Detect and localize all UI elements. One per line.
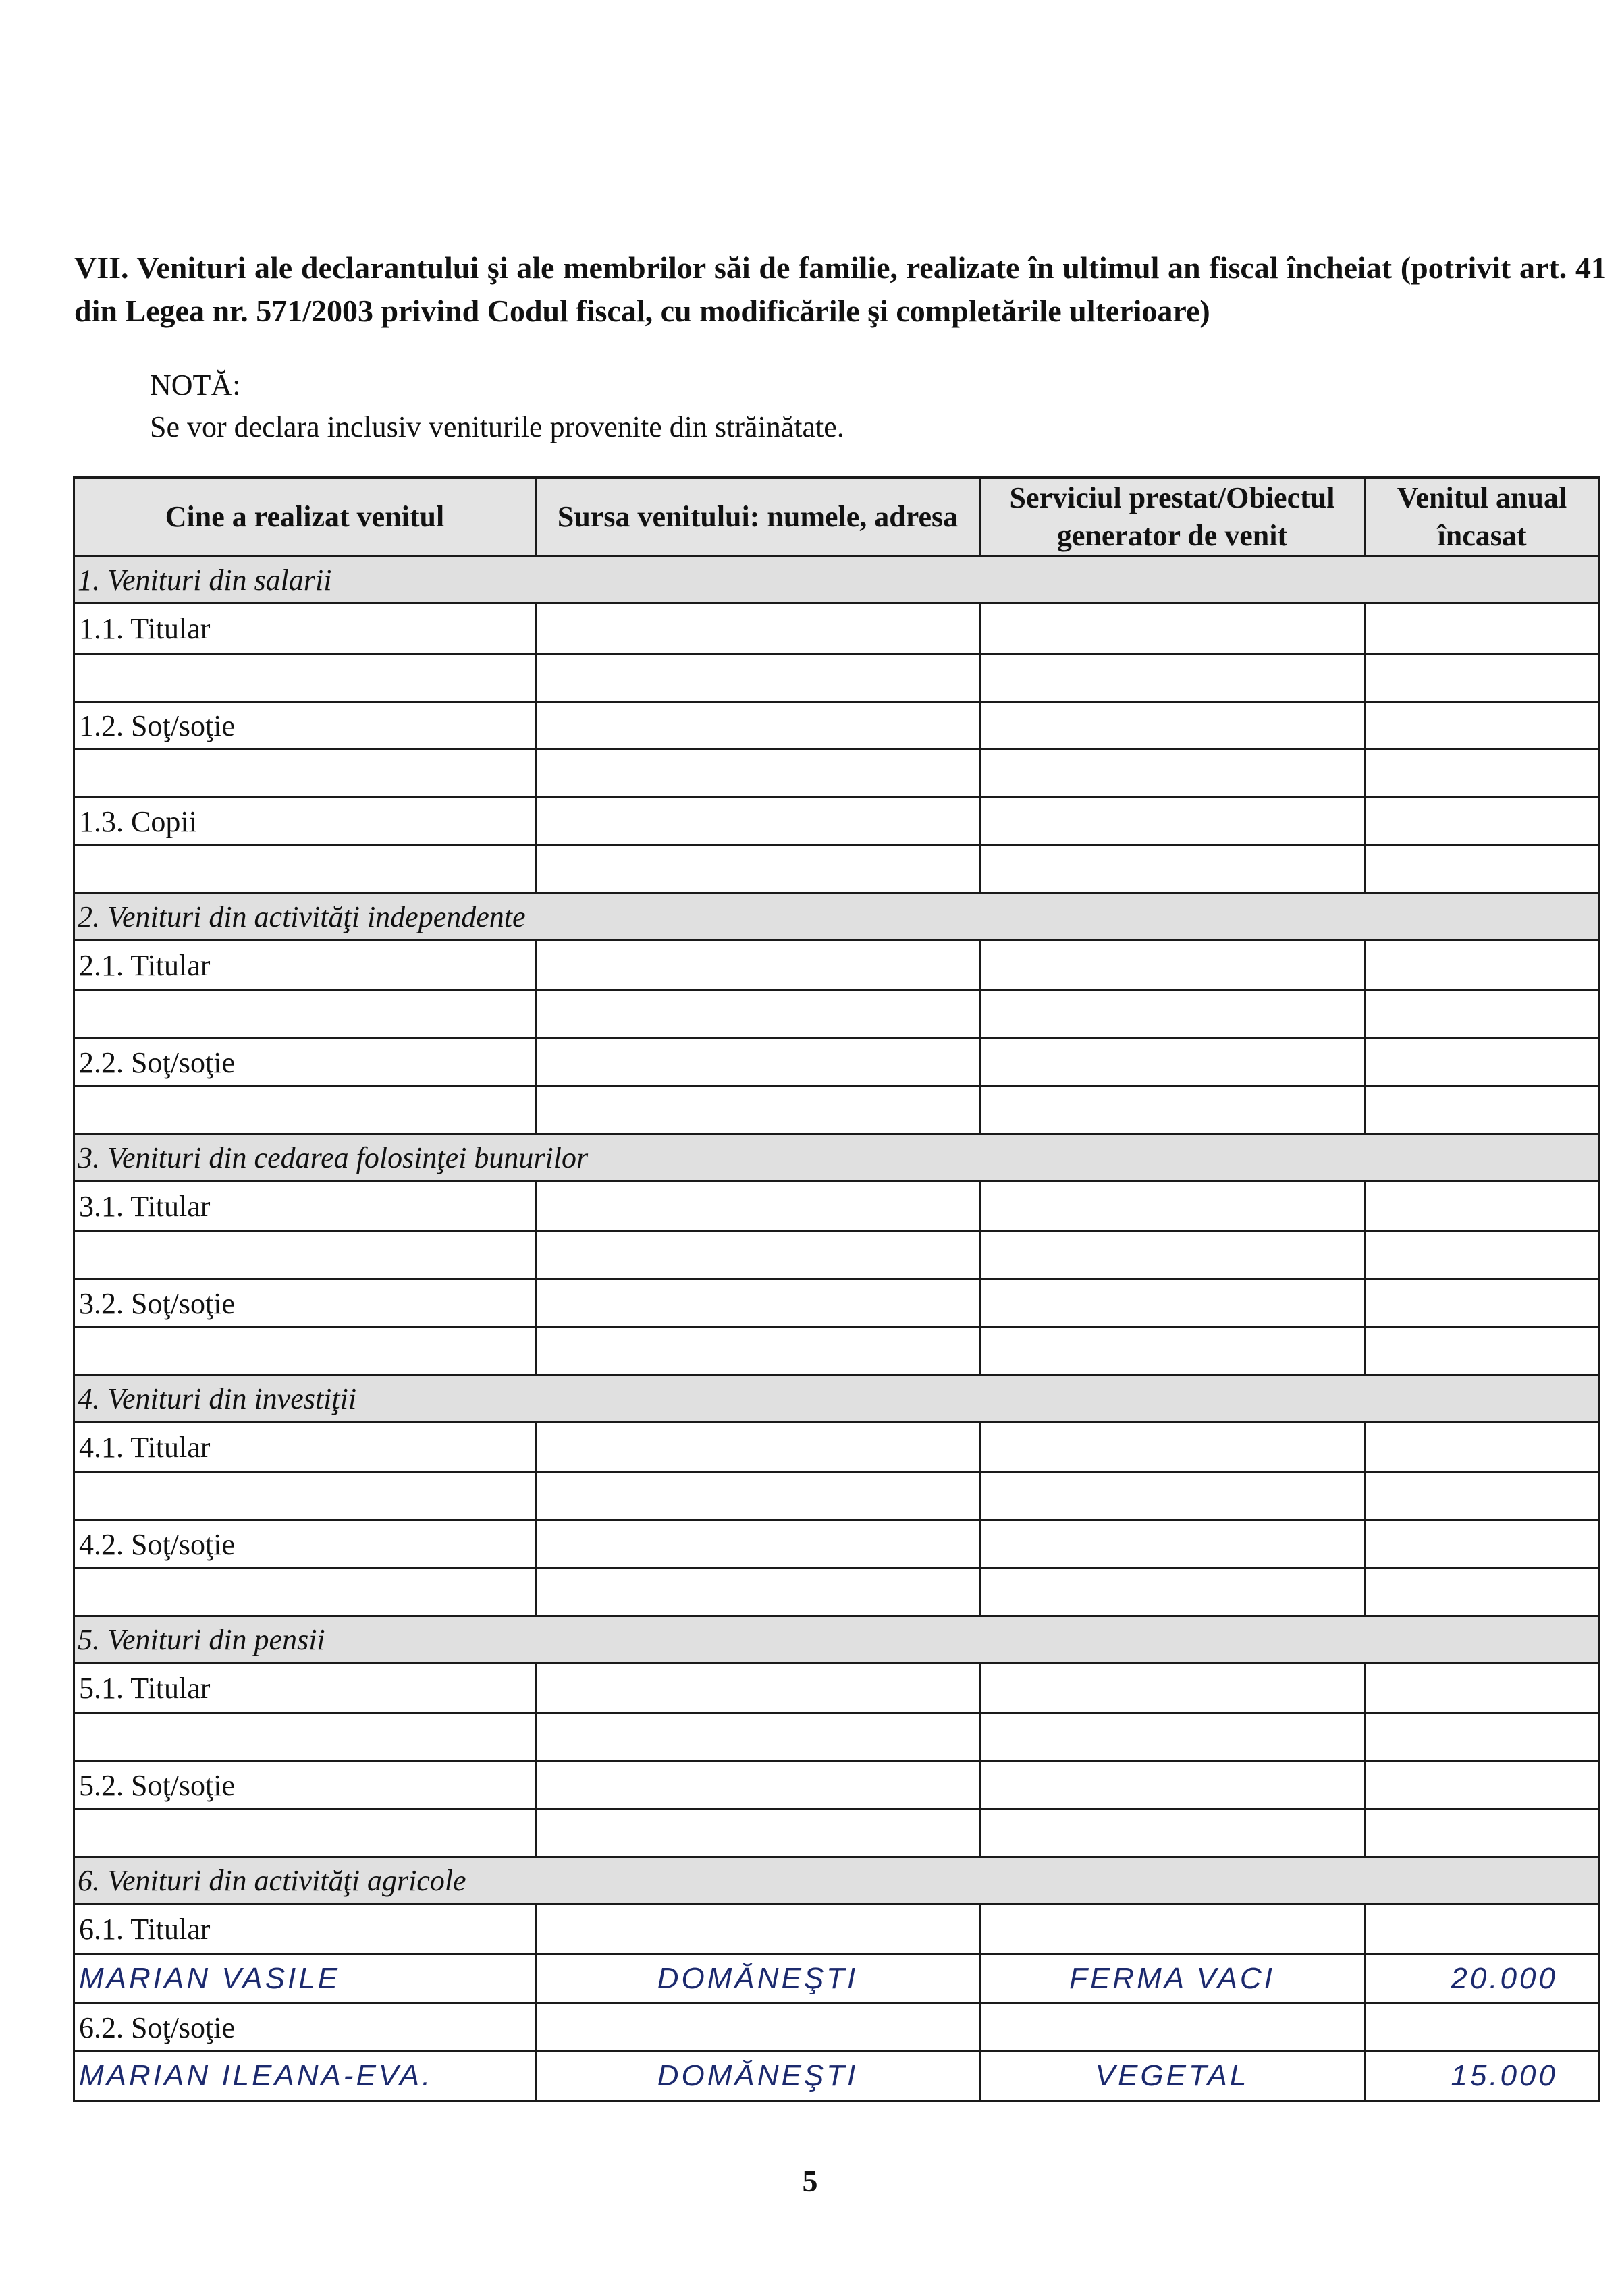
table-row [74,940,1600,991]
entry-row [74,654,1600,702]
entry-row [74,1232,1600,1280]
empty-cell [536,1663,980,1714]
note-title: NOTĂ: [150,368,241,402]
empty-cell [1365,603,1600,654]
entry-who [74,1087,536,1135]
row-label: 1.3. Copii [74,798,536,846]
entry-source: DOMĂNEŞTI [536,2052,980,2101]
section-row [74,1616,1600,1663]
income-table [73,476,1600,2102]
empty-cell [536,1521,980,1568]
entry-amount [1365,1232,1600,1280]
row-label: 5.2. Soţ/soţie [74,1761,536,1809]
empty-cell [536,940,980,991]
section-row [74,1857,1600,1904]
table-body [74,557,1600,2101]
entry-source [536,1328,980,1375]
section-row [74,894,1600,940]
empty-cell [1365,2004,1600,2052]
entry-row [74,1955,1600,2004]
row-label: 1.2. Soţ/soţie [74,702,536,750]
table-row [74,1521,1600,1568]
table-row [74,603,1600,654]
entry-service: FERMA VACI [980,1955,1365,2004]
entry-row [74,1809,1600,1857]
entry-service [980,991,1365,1039]
entry-row [74,1328,1600,1375]
table-row [74,798,1600,846]
table-row [74,1761,1600,1809]
table-row [74,2004,1600,2052]
empty-cell [980,940,1365,991]
entry-who [74,1714,536,1761]
entry-source [536,991,980,1039]
empty-cell [980,2004,1365,2052]
entry-service [980,846,1365,894]
entry-who [74,1473,536,1521]
empty-cell [980,1280,1365,1328]
header-service: Serviciul prestat/Obiectul generator de venit [980,478,1365,557]
entry-who [74,846,536,894]
section-title: 1. Venituri din salarii [74,557,1600,603]
entry-who [74,1328,536,1375]
entry-source [536,1087,980,1135]
empty-cell [980,1181,1365,1232]
table-row [74,1904,1600,1955]
row-label: 3.1. Titular [74,1181,536,1232]
entry-source [536,1714,980,1761]
empty-cell [536,1422,980,1473]
empty-cell [1365,702,1600,750]
entry-row [74,1568,1600,1616]
entry-service [980,1473,1365,1521]
header-who: Cine a realizat venitul [74,478,536,557]
entry-source [536,846,980,894]
empty-cell [980,1663,1365,1714]
note-block [150,364,844,448]
table-header-row [74,478,1600,557]
entry-source [536,1473,980,1521]
entry-service [980,1087,1365,1135]
section-title: 6. Venituri din activităţi agricole [74,1857,1600,1904]
entry-who: MARIAN ILEANA-EVA. [74,2052,536,2101]
entry-source [536,1232,980,1280]
row-label: 2.1. Titular [74,940,536,991]
empty-cell [536,1280,980,1328]
empty-cell [980,1521,1365,1568]
table-row [74,1181,1600,1232]
entry-amount [1365,1714,1600,1761]
empty-cell [536,1761,980,1809]
empty-cell [1365,1039,1600,1087]
empty-cell [980,798,1365,846]
row-label: 5.1. Titular [74,1663,536,1714]
empty-cell [536,2004,980,2052]
empty-cell [1365,1521,1600,1568]
table-row [74,1663,1600,1714]
entry-amount: 15.000 [1365,2052,1600,2101]
entry-row [74,2052,1600,2101]
row-label: 4.2. Soţ/soţie [74,1521,536,1568]
entry-amount [1365,1087,1600,1135]
empty-cell [536,603,980,654]
section-row [74,1375,1600,1422]
empty-cell [980,603,1365,654]
table-row [74,1039,1600,1087]
entry-amount [1365,654,1600,702]
empty-cell [980,1904,1365,1955]
entry-who [74,750,536,798]
header-annual-income: Venitul anual încasat [1365,478,1600,557]
entry-source [536,1568,980,1616]
empty-cell [536,1181,980,1232]
entry-row [74,750,1600,798]
row-label: 4.1. Titular [74,1422,536,1473]
entry-amount [1365,991,1600,1039]
section-title: 3. Venituri din cedarea folosinţei bunurilor [74,1135,1600,1181]
section-title: 2. Venituri din activităţi independente [74,894,1600,940]
entry-amount [1365,1473,1600,1521]
row-label: 2.2. Soţ/soţie [74,1039,536,1087]
entry-service: VEGETAL [980,2052,1365,2101]
header-source: Sursa venitului: numele, adresa [536,478,980,557]
table-row [74,1422,1600,1473]
entry-source: DOMĂNEŞTI [536,1955,980,2004]
entry-service [980,1714,1365,1761]
entry-source [536,750,980,798]
entry-who: MARIAN VASILE [74,1955,536,2004]
entry-who [74,654,536,702]
entry-service [980,1328,1365,1375]
section-heading: VII. Venituri ale declarantului şi ale membrilor săi de familie, realizate în ultimul an fiscal încheiat (potrivit art. 41 din Legea nr. 571/2003 privind Codul fiscal, cu modificările şi completările ulterioare) [74,250,1606,328]
empty-cell [1365,1904,1600,1955]
entry-amount [1365,1809,1600,1857]
table-row [74,1280,1600,1328]
entry-service [980,654,1365,702]
empty-cell [536,702,980,750]
empty-cell [980,702,1365,750]
empty-cell [536,1904,980,1955]
entry-amount: 20.000 [1365,1955,1600,2004]
empty-cell [1365,940,1600,991]
table-row [74,702,1600,750]
entry-service [980,1232,1365,1280]
section-title: 4. Venituri din investiţii [74,1375,1600,1422]
empty-cell [1365,798,1600,846]
entry-row [74,846,1600,894]
empty-cell [980,1039,1365,1087]
row-label: 6.1. Titular [74,1904,536,1955]
empty-cell [1365,1761,1600,1809]
entry-who [74,991,536,1039]
empty-cell [536,1039,980,1087]
entry-row [74,1087,1600,1135]
empty-cell [1365,1663,1600,1714]
empty-cell [536,798,980,846]
entry-service [980,1568,1365,1616]
entry-source [536,654,980,702]
note-text: Se vor declara inclusiv veniturile provenite din străinătate. [150,410,844,443]
entry-who [74,1809,536,1857]
section-title: 5. Venituri din pensii [74,1616,1600,1663]
section-row [74,557,1600,603]
empty-cell [1365,1422,1600,1473]
entry-who [74,1232,536,1280]
row-label: 6.2. Soţ/soţie [74,2004,536,2052]
entry-amount [1365,750,1600,798]
empty-cell [1365,1181,1600,1232]
entry-service [980,1809,1365,1857]
entry-row [74,991,1600,1039]
row-label: 1.1. Titular [74,603,536,654]
empty-cell [1365,1280,1600,1328]
empty-cell [980,1761,1365,1809]
entry-row [74,1473,1600,1521]
entry-row [74,1714,1600,1761]
entry-amount [1365,1568,1600,1616]
row-label: 3.2. Soţ/soţie [74,1280,536,1328]
entry-service [980,750,1365,798]
empty-cell [980,1422,1365,1473]
page-number: 5 [802,2164,818,2198]
section-row [74,1135,1600,1181]
entry-amount [1365,846,1600,894]
entry-who [74,1568,536,1616]
entry-amount [1365,1328,1600,1375]
entry-source [536,1809,980,1857]
